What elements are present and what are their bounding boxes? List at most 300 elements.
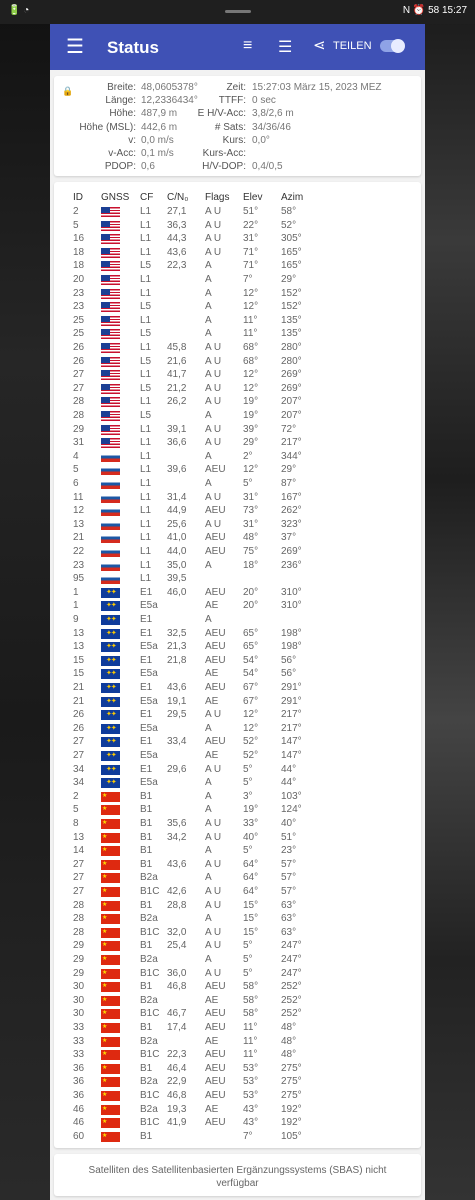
table-row xyxy=(54,572,421,586)
sat-flags: A xyxy=(205,328,212,340)
sat-cn: 33,4 xyxy=(167,736,187,748)
sat-azim: 192° xyxy=(281,1117,302,1129)
sat-azim: 29° xyxy=(281,464,297,476)
sat-id: 18 xyxy=(73,260,85,272)
sat-elev: 58° xyxy=(243,994,259,1006)
flag-us-icon xyxy=(101,289,120,299)
sat-azim: 192° xyxy=(281,1103,302,1115)
sat-flags: A U xyxy=(205,355,222,367)
sat-id: 46 xyxy=(73,1103,85,1115)
sat-flags: A xyxy=(205,478,212,489)
sat-cf: E5a xyxy=(140,641,158,653)
sat-cf: E1 xyxy=(140,736,153,748)
sat-cf: L1 xyxy=(140,437,152,449)
table-row xyxy=(54,749,421,763)
sat-cn: 22,3 xyxy=(167,260,187,272)
sat-flags: A U xyxy=(205,926,222,938)
table-row xyxy=(54,205,421,219)
sat-azim: 58° xyxy=(281,206,297,217)
status-icons-right: N ⏰ 58 15:27 xyxy=(402,5,467,16)
sat-elev: 39° xyxy=(243,423,259,435)
fix-card xyxy=(54,76,421,176)
sat-elev: 43° xyxy=(243,1117,259,1129)
table-row xyxy=(54,1048,421,1062)
flag-russia-icon xyxy=(101,547,120,557)
flag-us-icon xyxy=(101,425,120,435)
flag-russia-icon xyxy=(101,465,120,475)
sat-flags: A U xyxy=(205,437,222,449)
table-row xyxy=(54,1035,421,1049)
fix-label: # Sats: xyxy=(214,121,246,133)
fix-value: 12,2336434° xyxy=(141,95,198,107)
table-row xyxy=(54,776,421,790)
sat-cf: E5a xyxy=(140,722,158,734)
sat-azim: 275° xyxy=(281,1090,302,1101)
sat-elev: 64° xyxy=(243,886,259,897)
sat-azim: 56° xyxy=(281,654,297,666)
sat-id: 4 xyxy=(73,450,79,462)
sat-elev: 11° xyxy=(243,1049,258,1061)
sat-cn: 19,3 xyxy=(167,1103,187,1115)
sat-azim: 152° xyxy=(281,301,302,313)
status-icons-left: 🔋 ◔ xyxy=(8,5,30,16)
sat-cf: L1 xyxy=(140,233,152,245)
table-row xyxy=(54,1130,421,1144)
flag-eu-icon: ✦✦ xyxy=(101,724,120,734)
sat-elev: 71° xyxy=(243,260,259,272)
sat-id: 1 xyxy=(73,600,79,612)
sat-cn: 41,7 xyxy=(167,369,187,381)
flag-china-icon: ★ xyxy=(101,901,120,911)
sat-elev: 5° xyxy=(243,478,253,489)
sat-flags: AE xyxy=(205,1035,219,1047)
sat-cn: 43,6 xyxy=(167,246,187,258)
sat-cf: E5a xyxy=(140,600,158,612)
sat-elev: 12° xyxy=(243,301,259,313)
sat-azim: 52° xyxy=(281,219,297,231)
share-icon[interactable]: ⋖ xyxy=(313,37,326,54)
sat-elev: 7° xyxy=(243,274,253,285)
sat-azim: 44° xyxy=(281,763,297,775)
table-row xyxy=(54,287,421,301)
sat-elev: 19° xyxy=(243,396,259,408)
flag-china-icon: ★ xyxy=(101,887,120,897)
sat-elev: 52° xyxy=(243,736,259,748)
table-row xyxy=(54,559,421,573)
sat-cn: 28,8 xyxy=(167,899,187,911)
table-row xyxy=(54,871,421,885)
table-row xyxy=(54,409,421,423)
sat-cn: 29,6 xyxy=(167,763,187,775)
sat-azim: 198° xyxy=(281,627,302,639)
sat-flags: AEU xyxy=(205,1090,226,1101)
sat-cf: B1C xyxy=(140,886,160,897)
sat-elev: 20° xyxy=(243,586,259,598)
table-row xyxy=(54,504,421,518)
sort-icon[interactable]: ≡ xyxy=(243,37,253,54)
table-row xyxy=(54,219,421,233)
sat-azim: 165° xyxy=(281,246,302,258)
sat-elev: 40° xyxy=(243,831,259,843)
sat-flags: A xyxy=(205,450,212,462)
flag-us-icon xyxy=(101,438,120,448)
flag-china-icon: ★ xyxy=(101,860,120,870)
sat-id: 2 xyxy=(73,790,79,802)
sat-cf: B1C xyxy=(140,1008,160,1020)
sat-id: 18 xyxy=(73,246,85,258)
sat-id: 30 xyxy=(73,1008,85,1020)
sat-cf: B1 xyxy=(140,845,153,857)
sat-elev: 12° xyxy=(243,369,259,381)
sat-azim: 124° xyxy=(281,804,302,816)
sat-azim: 247° xyxy=(281,940,302,952)
sat-cn: 17,4 xyxy=(167,1022,187,1033)
sat-id: 13 xyxy=(73,518,85,530)
sat-elev: 67° xyxy=(243,682,259,693)
sat-id: 33 xyxy=(73,1035,85,1047)
menu-icon[interactable]: ☰ xyxy=(66,36,84,58)
table-row xyxy=(54,939,421,953)
table-row xyxy=(54,1021,421,1035)
sat-azim: 40° xyxy=(281,818,297,829)
sat-azim: 262° xyxy=(281,505,302,517)
sat-id: 30 xyxy=(73,981,85,993)
sat-flags: AEU xyxy=(205,641,226,653)
sat-elev: 12° xyxy=(243,287,259,299)
sat-cf: E1 xyxy=(140,614,153,625)
sat-id: 28 xyxy=(73,913,85,925)
sat-elev: 20° xyxy=(243,600,259,612)
sat-flags: A U xyxy=(205,858,222,870)
flag-eu-icon: ✦✦ xyxy=(101,656,120,666)
flag-us-icon xyxy=(101,397,120,407)
sat-azim: 48° xyxy=(281,1035,297,1047)
sat-cn: 22,3 xyxy=(167,1049,187,1061)
sat-id: 5 xyxy=(73,804,79,816)
flag-russia-icon xyxy=(101,533,120,543)
sat-cf: L1 xyxy=(140,518,152,530)
sat-azim: 344° xyxy=(281,450,302,462)
sat-elev: 15° xyxy=(243,899,259,911)
table-row xyxy=(54,858,421,872)
sat-flags: A U xyxy=(205,369,222,381)
sat-cn: 43,6 xyxy=(167,682,187,693)
sat-cn: 45,8 xyxy=(167,342,187,353)
sat-cf: L1 xyxy=(140,246,152,258)
table-row xyxy=(54,1116,421,1130)
sat-azim: 269° xyxy=(281,382,302,394)
sat-cf: B1 xyxy=(140,981,153,993)
sat-elev: 2° xyxy=(243,450,253,462)
header-azim: Azim xyxy=(281,192,304,203)
sat-flags: AEU xyxy=(205,1062,226,1074)
flag-eu-icon: ✦✦ xyxy=(101,778,120,788)
flag-eu-icon: ✦✦ xyxy=(101,710,120,720)
sat-cn: 46,8 xyxy=(167,981,187,993)
sat-azim: 147° xyxy=(281,736,302,748)
sat-elev: 53° xyxy=(243,1062,259,1074)
sat-id: 21 xyxy=(73,532,85,544)
satellite-table xyxy=(54,182,421,1148)
sat-elev: 18° xyxy=(243,559,259,571)
sat-id: 5 xyxy=(73,464,79,476)
table-row xyxy=(54,1103,421,1117)
sat-flags: A xyxy=(205,614,212,625)
sat-cf: L1 xyxy=(140,342,152,353)
sat-elev: 15° xyxy=(243,926,259,938)
sat-flags: A U xyxy=(205,818,222,829)
sat-cn: 39,5 xyxy=(167,573,187,585)
sat-elev: 54° xyxy=(243,668,259,680)
sat-cn: 46,0 xyxy=(167,586,187,598)
sat-elev: 64° xyxy=(243,872,259,884)
table-row xyxy=(54,341,421,355)
sat-elev: 67° xyxy=(243,695,259,707)
flag-china-icon: ★ xyxy=(101,833,120,843)
fix-value: 15:27:03 März 15, 2023 MEZ xyxy=(252,82,382,93)
sat-azim: 291° xyxy=(281,682,302,693)
table-row xyxy=(54,695,421,709)
table-row xyxy=(54,300,421,314)
sat-elev: 31° xyxy=(243,491,259,503)
sat-flags: A xyxy=(205,722,212,734)
flag-us-icon xyxy=(101,248,120,258)
sat-id: 25 xyxy=(73,314,85,326)
flag-eu-icon: ✦✦ xyxy=(101,765,120,775)
sat-elev: 11° xyxy=(243,314,258,326)
fix-label: v: xyxy=(128,134,136,146)
header-elev: Elev xyxy=(243,192,263,203)
sat-id: 33 xyxy=(73,1049,85,1061)
sat-cf: B1 xyxy=(140,804,153,816)
sat-cf: L1 xyxy=(140,287,152,299)
sat-id: 1 xyxy=(73,586,79,598)
sat-flags: A U xyxy=(205,342,222,353)
fix-value: 442,6 m xyxy=(141,121,178,133)
flag-eu-icon: ✦✦ xyxy=(101,751,120,761)
sat-flags: AEU xyxy=(205,682,226,693)
sat-id: 26 xyxy=(73,722,85,734)
flag-russia-icon xyxy=(101,479,120,489)
sat-id: 30 xyxy=(73,994,85,1006)
sat-elev: 12° xyxy=(243,464,259,476)
sat-elev: 7° xyxy=(243,1130,253,1142)
sat-cf: L1 xyxy=(140,423,152,435)
sat-cn: 27,1 xyxy=(167,206,187,217)
sat-cf: L1 xyxy=(140,396,152,408)
sat-id: 6 xyxy=(73,478,79,489)
sat-elev: 48° xyxy=(243,532,259,544)
table-row xyxy=(54,273,421,287)
sat-cn: 43,6 xyxy=(167,858,187,870)
table-row xyxy=(54,477,421,491)
sat-id: 27 xyxy=(73,369,85,381)
flag-china-icon: ★ xyxy=(101,982,120,992)
sat-id: 8 xyxy=(73,818,79,829)
sat-cf: L1 xyxy=(140,206,152,217)
sat-azim: 247° xyxy=(281,967,302,979)
sbas-message: Satelliten des Satellitenbasierten Ergänzungssystems (SBAS) nicht verfügbar xyxy=(88,1165,387,1189)
sat-elev: 12° xyxy=(243,382,259,394)
sat-cn: 29,5 xyxy=(167,709,187,721)
sat-cn: 19,1 xyxy=(167,695,187,707)
sat-elev: 53° xyxy=(243,1090,259,1101)
sat-cf: E1 xyxy=(140,627,153,639)
sat-azim: 165° xyxy=(281,260,302,272)
sat-flags: A xyxy=(205,804,212,816)
sat-cf: B1 xyxy=(140,1130,153,1142)
sat-id: 95 xyxy=(73,573,85,585)
sat-cn: 25,4 xyxy=(167,940,187,952)
toggle-switch[interactable] xyxy=(380,40,404,52)
sat-cn: 46,4 xyxy=(167,1062,187,1074)
sat-elev: 58° xyxy=(243,981,259,993)
sat-azim: 87° xyxy=(281,478,297,489)
sat-cf: E5a xyxy=(140,777,158,789)
flag-china-icon: ★ xyxy=(101,873,120,883)
sat-cf: E1 xyxy=(140,709,153,721)
flag-china-icon: ★ xyxy=(101,1105,120,1115)
sat-cf: E1 xyxy=(140,586,153,598)
sat-elev: 12° xyxy=(243,722,259,734)
sat-id: 14 xyxy=(73,845,85,857)
sat-id: 60 xyxy=(73,1130,85,1142)
sat-cf: B1C xyxy=(140,1117,160,1129)
flag-eu-icon: ✦✦ xyxy=(101,588,120,598)
sat-cf: B1 xyxy=(140,858,153,870)
sat-cf: E1 xyxy=(140,682,153,693)
sat-cn: 34,2 xyxy=(167,831,187,843)
fix-label: Länge: xyxy=(105,95,136,107)
sat-id: 27 xyxy=(73,736,85,748)
window-handle[interactable] xyxy=(225,10,251,13)
sat-cf: B2a xyxy=(140,1076,158,1088)
sat-flags: A U xyxy=(205,382,222,394)
sat-id: 27 xyxy=(73,872,85,884)
table-row xyxy=(54,1089,421,1103)
sat-azim: 48° xyxy=(281,1022,297,1033)
flag-russia-icon xyxy=(101,574,120,584)
sat-flags: A xyxy=(205,913,212,925)
sat-id: 29 xyxy=(73,967,85,979)
sat-cn: 39,1 xyxy=(167,423,187,435)
background-right xyxy=(425,0,475,1200)
sat-elev: 64° xyxy=(243,858,259,870)
sat-elev: 58° xyxy=(243,1008,259,1020)
sat-flags: A xyxy=(205,872,212,884)
sat-azim: 63° xyxy=(281,913,297,925)
sat-azim: 323° xyxy=(281,518,302,530)
table-row xyxy=(54,953,421,967)
sat-azim: 23° xyxy=(281,845,297,857)
sat-elev: 5° xyxy=(243,967,253,979)
sat-azim: 305° xyxy=(281,233,302,245)
fix-value: 0,1 m/s xyxy=(141,148,174,159)
sat-cf: B1 xyxy=(140,790,153,802)
sat-flags: A U xyxy=(205,886,222,897)
sat-flags: AEU xyxy=(205,981,226,993)
sat-flags: A U xyxy=(205,396,222,408)
sat-cn: 44,9 xyxy=(167,505,187,517)
sat-azim: 51° xyxy=(281,831,297,843)
table-row xyxy=(54,817,421,831)
filter-icon[interactable]: ☰ xyxy=(278,39,293,56)
sat-cn: 21,6 xyxy=(167,355,187,367)
sat-elev: 65° xyxy=(243,641,259,653)
sat-cn: 42,6 xyxy=(167,886,187,897)
flag-eu-icon: ✦✦ xyxy=(101,683,120,693)
table-row xyxy=(54,491,421,505)
table-row xyxy=(54,355,421,369)
sat-cn: 44,3 xyxy=(167,233,187,245)
sat-cf: L1 xyxy=(140,369,152,381)
fix-value: 487,9 m xyxy=(141,108,178,120)
table-row xyxy=(54,246,421,260)
sat-azim: 57° xyxy=(281,858,297,870)
fix-value: 0 sec xyxy=(252,95,276,107)
sat-id: 26 xyxy=(73,709,85,721)
fix-value: 3,8/2,6 m xyxy=(252,108,294,120)
sat-id: 27 xyxy=(73,886,85,897)
flag-russia-icon xyxy=(101,506,120,516)
sat-cf: B1 xyxy=(140,831,153,843)
sat-flags: AEU xyxy=(205,546,226,557)
fix-label: Breite: xyxy=(107,82,136,93)
sat-elev: 68° xyxy=(243,342,259,353)
sat-cf: B2a xyxy=(140,913,158,925)
sat-azim: 135° xyxy=(281,314,302,326)
header-id: ID xyxy=(73,192,83,203)
header-gnss: GNSS xyxy=(101,192,130,203)
sat-cf: L1 xyxy=(140,464,152,476)
sat-flags: A U xyxy=(205,518,222,530)
table-row xyxy=(54,368,421,382)
flag-china-icon: ★ xyxy=(101,805,120,815)
sat-elev: 52° xyxy=(243,750,259,761)
fix-label: Höhe: xyxy=(109,108,136,120)
sat-elev: 5° xyxy=(243,940,253,952)
sat-id: 23 xyxy=(73,287,85,299)
sat-cf: L5 xyxy=(140,355,152,367)
sat-azim: 103° xyxy=(281,790,302,802)
sat-elev: 75° xyxy=(243,546,259,557)
table-row xyxy=(54,844,421,858)
flag-china-icon: ★ xyxy=(101,928,120,938)
sat-flags: AEU xyxy=(205,586,226,598)
table-row xyxy=(54,763,421,777)
flag-us-icon xyxy=(101,275,120,285)
share-button[interactable]: TEILEN xyxy=(333,40,372,52)
table-row xyxy=(54,395,421,409)
fix-label: Höhe (MSL): xyxy=(79,121,136,133)
sat-flags: A U xyxy=(205,899,222,911)
flag-china-icon: ★ xyxy=(101,996,120,1006)
sat-azim: 310° xyxy=(281,600,302,612)
sat-flags: A xyxy=(205,260,212,272)
lock-icon: 🔒 xyxy=(62,86,74,96)
sat-id: 20 xyxy=(73,274,85,285)
fix-label: Zeit: xyxy=(226,82,246,93)
table-row xyxy=(54,831,421,845)
sat-id: 28 xyxy=(73,396,85,408)
sat-id: 21 xyxy=(73,682,85,693)
sat-azim: 252° xyxy=(281,981,302,993)
sat-azim: 72° xyxy=(281,423,297,435)
table-row xyxy=(54,450,421,464)
sat-cn: 26,2 xyxy=(167,396,187,408)
sat-cf: B1 xyxy=(140,940,153,952)
sat-cn: 21,3 xyxy=(167,641,187,653)
